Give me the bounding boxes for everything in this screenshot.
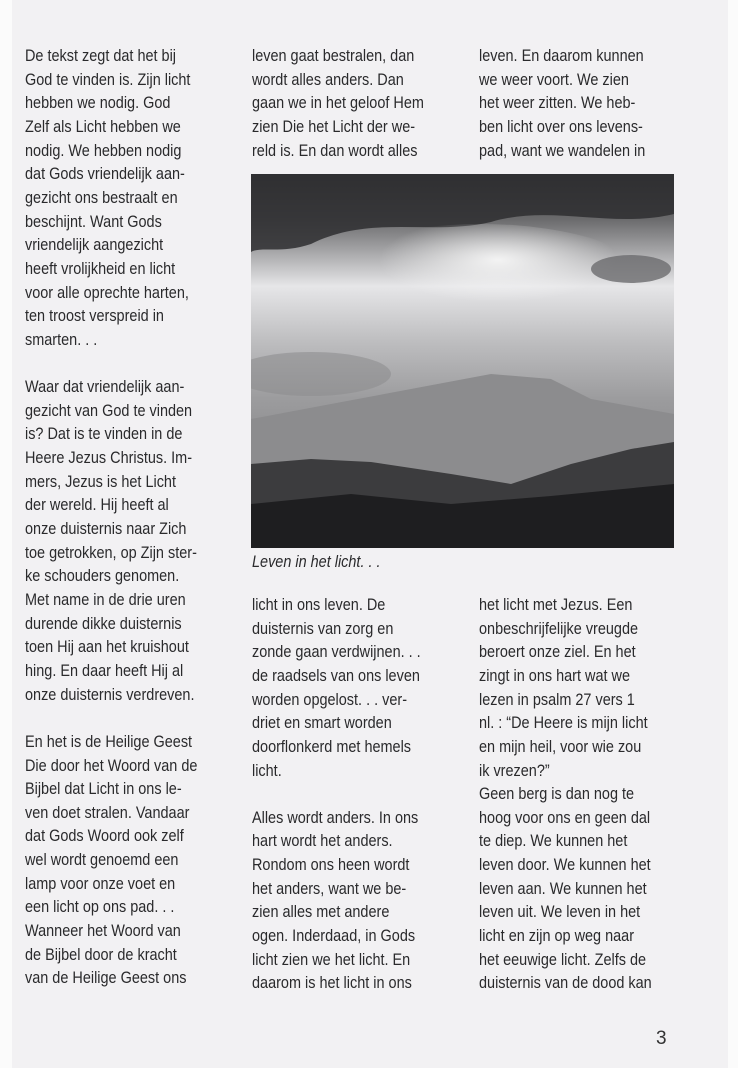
text-line: Alles wordt anders. In ons	[252, 807, 419, 827]
text-line: toe getrokken, op Zijn ster-	[25, 542, 197, 562]
text-line: onze duisternis verdreven.	[25, 684, 195, 704]
text-line: leven gaat bestralen, dan	[252, 46, 415, 65]
text-line: Geen berg is dan nog te	[479, 784, 635, 804]
text-line: en mijn heil, voor wie zou	[479, 736, 642, 756]
text-line: nl. : “De Heere is mijn licht	[479, 713, 648, 733]
text-line: durende dikke duisternis	[25, 613, 182, 633]
text-line: pad, want we wandelen in	[479, 140, 646, 160]
text-line: van de Heilige Geest ons	[25, 968, 187, 988]
text-line: ke schouders genomen.	[25, 566, 180, 586]
text-line: heeft vrolijkheid en licht	[25, 258, 176, 278]
text-line: beschijnt. Want Gods	[25, 211, 162, 231]
text-line: beroert onze ziel. En het	[479, 642, 636, 662]
text-line: licht zien we het licht. En	[252, 949, 411, 969]
text-line: Waar dat vriendelijk aan-	[25, 377, 185, 397]
text-line: daarom is het licht in ons	[252, 973, 412, 993]
text-line: zingt in ons hart wat we	[479, 665, 631, 685]
text-line: onbeschrijfelijke vreugde	[479, 618, 639, 638]
text-line: onze duisternis naar Zich	[25, 519, 187, 538]
text-line: Wanneer het Woord van	[25, 921, 181, 941]
text-line: te diep. We kunnen het	[479, 831, 628, 851]
text-line: zien Die het Licht der we-	[252, 116, 416, 136]
text-line: dat Gods Woord ook zelf	[25, 826, 184, 846]
text-line: licht.	[252, 760, 282, 780]
page-number: 3	[656, 1028, 667, 1049]
text-line: we weer voort. We zien	[479, 69, 629, 89]
text-line: het eeuwige licht. Zelfs de	[479, 949, 647, 969]
text-line: smarten. . .	[25, 329, 98, 349]
text-line: vriendelijk aangezicht	[25, 235, 164, 255]
text-line: een licht op ons pad. . .	[25, 897, 175, 917]
text-line: hebben we nodig. God	[25, 93, 171, 113]
text-line: ten troost verspreid in	[25, 306, 164, 326]
text-line: toen Hij aan het kruishout	[25, 637, 189, 657]
text-line: En het is de Heilige Geest	[25, 731, 193, 751]
text-line: hoog voor ons en geen dal	[479, 807, 651, 827]
text-line: leven aan. We kunnen het	[479, 878, 647, 898]
text-line: mers, Jezus is het Licht	[25, 471, 176, 491]
text-line: der wereld. Hij heeft al	[25, 495, 169, 515]
text-line: gezicht ons bestraalt en	[25, 187, 178, 207]
text-line: voor alle oprechte harten,	[25, 282, 189, 302]
text-line: worden opgelost. . . ver-	[252, 689, 408, 709]
text-line: ik vrezen?”	[479, 760, 550, 780]
text-line: ven doet stralen. Vandaar	[25, 802, 190, 822]
text-line: het licht met Jezus. Een	[479, 594, 633, 614]
text-line: is? Dat is te vinden in de	[25, 424, 183, 444]
text-line: duisternis van zorg en	[252, 618, 394, 638]
text-line: wel wordt genoemd een	[25, 850, 179, 870]
text-line: wordt alles anders. Dan	[252, 69, 404, 89]
landscape-photo	[251, 174, 674, 548]
text-line: doorflonkerd met hemels	[252, 736, 412, 756]
text-line: hart wordt het anders.	[252, 831, 393, 851]
text-line: God te vinden is. Zijn licht	[25, 69, 191, 89]
text-line: Met name in de drie uren	[25, 589, 186, 609]
text-line: Bijbel dat Licht in ons le-	[25, 779, 182, 799]
text-line: leven. En daarom kunnen	[479, 46, 644, 65]
text-line: Zelf als Licht hebben we	[25, 116, 181, 136]
text-line: licht en zijn op weg naar	[479, 926, 635, 946]
text-line: duisternis van de dood kan	[479, 973, 652, 993]
text-line: nodig. We hebben nodig	[25, 140, 182, 160]
text-line: gaan we in het geloof Hem	[252, 93, 424, 113]
text-line: reld is. En dan wordt alles	[252, 140, 418, 160]
text-line: hing. En daar heeft Hij al	[25, 660, 184, 680]
photo-caption: Leven in het licht. . .	[252, 552, 381, 571]
text-line: licht in ons leven. De	[252, 594, 386, 614]
text-line: leven uit. We leven in het	[479, 902, 641, 922]
text-line: het weer zitten. We heb-	[479, 93, 636, 113]
text-line: zien alles met andere	[252, 902, 390, 922]
text-line: lamp voor onze voet en	[25, 873, 176, 893]
text-line: de Bijbel door de kracht	[25, 944, 177, 964]
text-line: gezicht van God te vinden	[25, 400, 193, 420]
text-line: leven door. We kunnen het	[479, 855, 651, 875]
text-line: driet en smart worden	[252, 713, 392, 733]
text-line: zonde gaan verdwijnen. . .	[252, 642, 421, 662]
text-line: het anders, want we be-	[252, 878, 407, 898]
text-line: ogen. Inderdaad, in Gods	[252, 926, 416, 946]
text-line: Rondom ons heen wordt	[252, 855, 410, 875]
text-line: Die door het Woord van de	[25, 755, 198, 775]
text-line: de raadsels van ons leven	[252, 665, 420, 685]
text-line: dat Gods vriendelijk aan-	[25, 164, 185, 184]
text-line: Heere Jezus Christus. Im-	[25, 448, 193, 468]
text-line: lezen in psalm 27 vers 1	[479, 689, 635, 709]
text-line: ben licht over ons levens-	[479, 116, 643, 136]
text-line: De tekst zegt dat het bij	[25, 46, 177, 65]
